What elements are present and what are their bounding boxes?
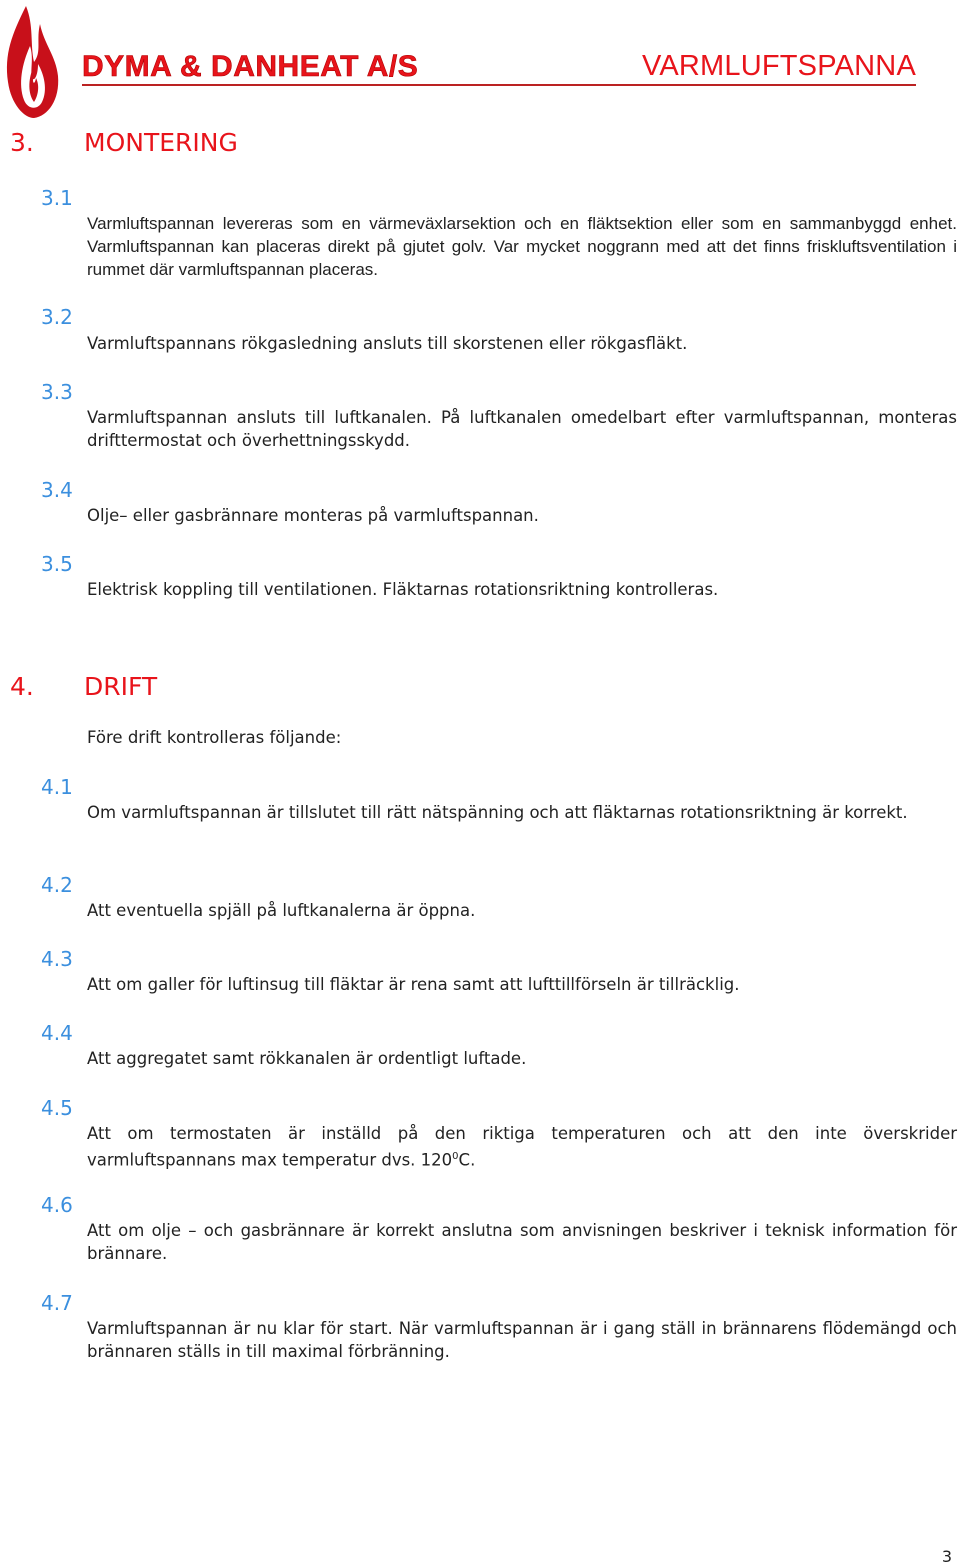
item-text-main: Att om termostaten är inställd på den riktiga temperaturen och att den inte överskrider varmluftspannans max temperatur dvs. 120	[87, 1124, 957, 1170]
header-divider	[82, 84, 916, 86]
item-text: Att om olje – och gasbrännare är korrekt anslutna som anvisningen beskriver i teknisk information för brännare.	[87, 1221, 957, 1263]
company-name: DYMA & DANHEAT A/S	[82, 50, 419, 83]
item-text-suffix: C.	[458, 1150, 476, 1170]
section-intro: Före drift kontrolleras följande:	[87, 728, 342, 747]
item-text: Varmluftspannan levereras som en värmeväxlarsektion och en fläktsektion eller som en sammanbyggd enhet. Varmluftspannan kan placeras direkt på gjutet golv. Var mycket noggrann med att det finns friskluftsventilation i rummet där varmluftspannan placeras.	[87, 214, 957, 279]
item-text: Olje– eller gasbrännare monteras på varmluftspannan.	[87, 506, 539, 525]
item-number: 4.3	[41, 947, 73, 971]
item-text: Elektrisk koppling till ventilationen. Fläktarnas rotationsriktning kontrolleras.	[87, 580, 719, 599]
item-text: Varmluftspannan är nu klar för start. När varmluftspannan är i gang ställ in brännarens flödemängd och brännaren ställs in till maximal förbränning.	[87, 1319, 957, 1361]
section-number: 3.	[10, 128, 34, 157]
item-number: 3.1	[41, 186, 73, 210]
section-title: MONTERING	[84, 128, 238, 157]
section-number: 4.	[10, 672, 34, 701]
item-text: Varmluftspannan ansluts till luftkanalen. På luftkanalen omedelbart efter varmluftspannan, monteras drifttermostat och överhettningsskydd.	[87, 408, 957, 450]
item-number: 4.5	[41, 1096, 73, 1120]
product-name: VARMLUFTSPANNA	[641, 50, 916, 82]
item-number: 3.2	[41, 305, 73, 329]
item-text: Om varmluftspannan är tillslutet till rätt nätspänning och att fläktarnas rotationsriktning är korrekt.	[87, 803, 908, 822]
item-text: Att eventuella spjäll på luftkanalerna är öppna.	[87, 901, 476, 920]
item-text: Att aggregatet samt rökkanalen är ordentligt luftade.	[87, 1049, 527, 1068]
item-number: 4.6	[41, 1193, 73, 1217]
item-number: 4.1	[41, 775, 73, 799]
item-number: 4.4	[41, 1021, 73, 1045]
item-number: 3.4	[41, 478, 73, 502]
item-number: 4.2	[41, 873, 73, 897]
page-number: 3	[941, 1547, 952, 1566]
section-title: DRIFT	[84, 672, 158, 701]
item-number: 3.3	[41, 380, 73, 404]
item-number: 4.7	[41, 1291, 73, 1315]
item-text	[87, 1122, 957, 1172]
item-text: Varmluftspannans rökgasledning ansluts till skorstenen eller rökgasfläkt.	[87, 334, 688, 353]
item-text: Att om galler för luftinsug till fläktar är rena samt att lufttillförseln är tillräcklig.	[87, 975, 740, 994]
degree-superscript: 0	[452, 1151, 459, 1162]
flame-logo-icon	[4, 4, 62, 120]
item-number: 3.5	[41, 552, 73, 576]
